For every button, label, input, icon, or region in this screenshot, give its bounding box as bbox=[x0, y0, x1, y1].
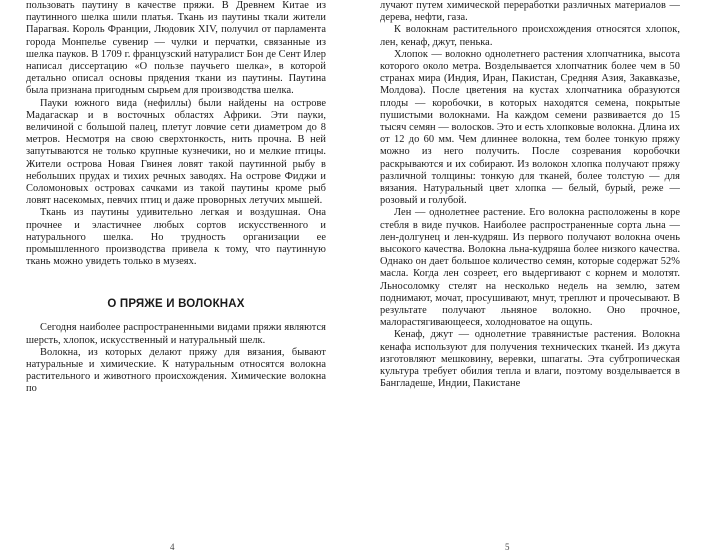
right-paragraph-5: Кенаф, джут — однолетние травянистые растения. Волокна кенафа используют для получения технических тканей. Из джута изготовляют мешковину, веревки, шпагаты. Эта субтропическая культура требует обилия тепла и влаги, поэтому возделывается в Бангладеше, Индии, Пакистане bbox=[380, 329, 680, 390]
right-paragraph-3: Хлопок — волокно однолетнего растения хлопчатника, высота которого около метра. Возделывается хлопчатник более чем в 50 странах мира (Индия, Иран, Пакистан, Средняя Азия, Закавказье, Молдова). После цветения на кустах хлопчатника образуются плоды — коробочки, в которых находятся семена, покрытые пушистыми волокнами. На каждом семени развивается до 15 тысяч семян — волосков. Это и есть хлопковые волокна. Длина их от 12 до 60 мм. Чем длиннее волокна, тем более тонкую пряжу можно из него получить. После созревания коробочки раскрываются и их собирают. Из волокон хлопка получают пряжу различной толщины: тонкую для тканей, более толстую — для вязания. Натуральный цвет хлопка — белый, бурый, реже — розовый и голубой. bbox=[380, 48, 680, 207]
page-gutter bbox=[352, 0, 353, 560]
right-page bbox=[380, 0, 680, 560]
left-paragraph-4: Сегодня наиболее распространенными видами пряжи являются шерсть, хлопок, искусственный и натуральный шелк. bbox=[26, 322, 326, 346]
left-paragraph-5: Волокна, из которых делают пряжу для вязания, бывают натуральные и химические. К натуральным относятся волокна растительного и животного происхождения. Химические волокна по bbox=[26, 346, 326, 395]
right-paragraph-4: Лен — однолетнее растение. Его волокна расположены в коре стебля в виде пучков. Наиболее распространенные сорта льна — лен-долгунец и лен-кудряш. Из первого получают волокна очень высокого качества. Волокна льна-кудряша более низкого качества. Однако он дает большое количество семян, которые содержат 52% масла. Когда лен созреет, его выдергивают с корнем и молотят. Льносоломку стелят на несколько недель на землю, затем поднимают, мочат, просушивают, мнут, треплют и прочесывают. В результате получают льняное волокно. Оно прочное, малорастягивающееся, холодноватое на ощупь. bbox=[380, 207, 680, 329]
right-paragraph-1: лучают путем химической переработки различных материалов — дерева, нефти, газа. bbox=[380, 0, 680, 24]
left-paragraph-1: пользовать паутину в качестве пряжи. В Древнем Китае из паутинного шелка шили платья. Ткань из паутины ткали жители Парагвая. Король Франции, Людовик XIV, получил от парламента города Монпелье сувенир — чулки и перчатки, связанные из шелка пауков. В 1709 г. французский натуралист Бон де Сент Илер написал диссертацию «О пользе паучьего шелка», в которой детально описал основы прядения ткани из паутины. Паутина была признана пригодным сырьем для производства шелка. bbox=[26, 0, 326, 97]
right-paragraph-2: К волокнам растительного происхождения относятся хлопок, лен, кенаф, джут, пенька. bbox=[380, 24, 680, 48]
page-number-left: 4 bbox=[170, 542, 175, 552]
left-paragraph-2: Пауки южного вида (нефиллы) были найдены на острове Мадагаскар и в восточных областях Африки. Эти пауки, величиной с большой палец, плетут ловчие сети диаметром до 8 метров. Несмотря на свою сверхтонкость, нить прочна. В ней запутываются не только крупные кузнечики, но и мелкие птицы. Жители острова Новая Гвинея ловят такой паутинной рыбу в небольших прудах и тихих речных заводях. На острове Фиджи и Соломоновых островах сачками из такой паутины кроме рыб ловят насекомых, певчих птиц и даже проворных летучих мышей. bbox=[26, 97, 326, 207]
section-heading: О ПРЯЖЕ И ВОЛОКНАХ bbox=[107, 298, 245, 311]
left-paragraph-3: Ткань из паутины удивительно легкая и воздушная. Она прочнее и эластичнее любых сортов искусственного и натурального шелка. Но трудность организации ее промышленного производства привела к тому, что паутинную ткань можно увидеть только в музеях. bbox=[26, 207, 326, 268]
left-page bbox=[26, 0, 326, 560]
page-number-right: 5 bbox=[505, 542, 510, 552]
